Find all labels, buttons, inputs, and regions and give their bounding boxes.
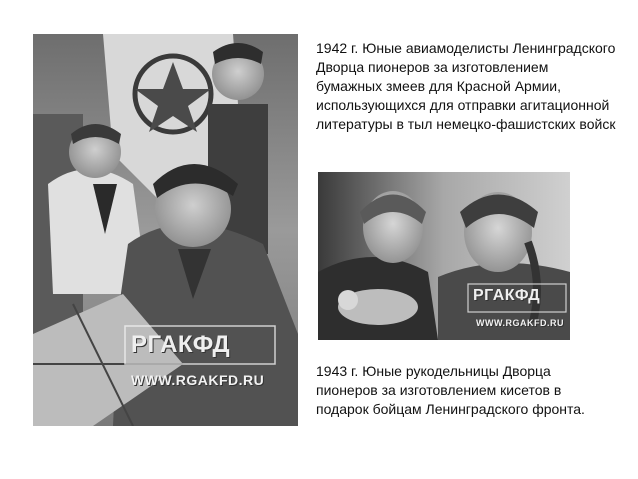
watermark-url: WWW.RGAKFD.RU bbox=[131, 372, 265, 388]
photo-needlework-girls-image bbox=[318, 172, 570, 340]
photo-kite-makers-image bbox=[33, 34, 298, 426]
watermark-url: WWW.RGAKFD.RU bbox=[476, 318, 564, 328]
watermark-logo: РГАКФД bbox=[473, 287, 541, 304]
photo-needlework-girls bbox=[318, 172, 570, 340]
caption-1942: 1942 г. Юные авиамоделисты Ленинградского Дворца пионеров за изготовлением бумажных змеев для Красной Армии, использующихся для отправки агитационной литературы в тыл немецко-фашистских войск bbox=[316, 40, 616, 132]
watermark-logo: РГАКФД bbox=[131, 331, 231, 358]
caption-1943: 1943 г. Юные рукодельницы Дворца пионеров за изготовлением кисетов в подарок бойцам Ленинградского фронта. bbox=[316, 363, 585, 417]
photo-kite-makers bbox=[33, 34, 298, 426]
